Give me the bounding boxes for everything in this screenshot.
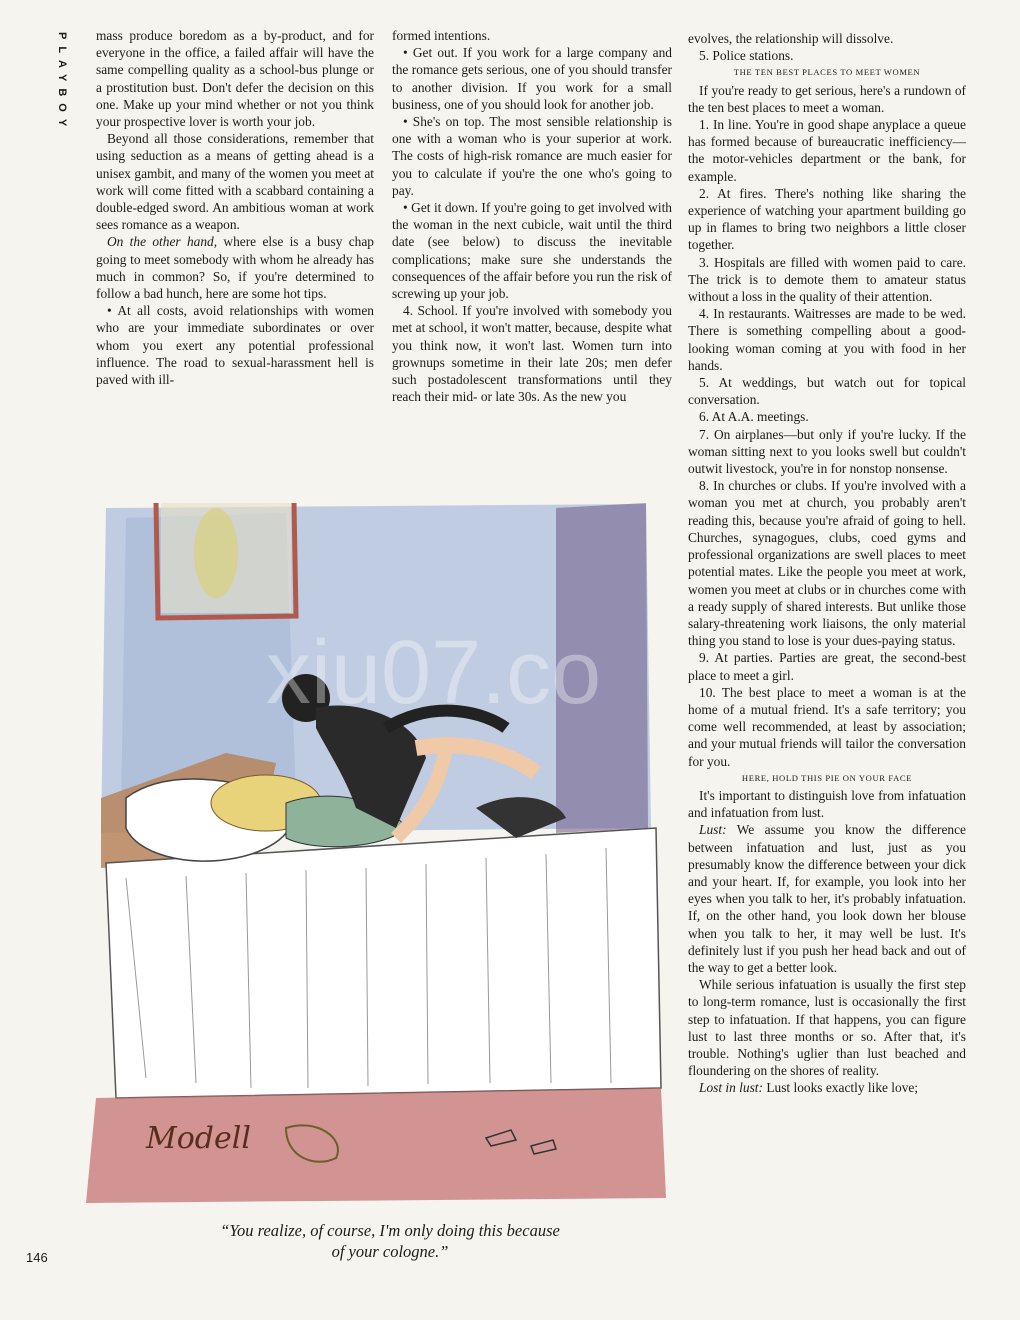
paragraph [96,233,374,302]
paragraph: formed intentions. [392,28,491,43]
paragraph-text: We assume you know the difference between infatuation and lust, just as you presumably know the difference between your dick and your heart. If, for example, you look into her eyes when you talk to her, it's probably infatuation. If, on the other hand, you look down her blouse when you talk to her, it may well be lust. It's definitely lust if you push her head back and out of the way to get a better look. [688,822,966,975]
run-in-lead: Lust: [699,822,727,838]
paragraph: • Get it down. If you're going to get involved with the woman in the next cubicle, wait until the third date (see below) to discuss the inevitable complications; make sure she understands the consequences of the affair before you run the risk of screwing up your job. [392,200,672,302]
magazine-sidebar-label [56,32,70,133]
list-item: 7. On airplanes—but only if you're lucky. If the woman sitting next to you looks swell but couldn't outwit livestock, you're in for nonstop nonsense. [688,426,966,477]
paragraph: It's important to distinguish love from infatuation and infatuation from lust. [688,787,966,821]
artist-signature: Modell [146,1121,251,1156]
paragraph-text: Lust looks exactly like love; [763,1080,919,1096]
paragraph: • She's on top. The most sensible relationship is one with a woman who is your superior at work. The costs of high-risk romance are much easier for you to calculate if you're the one who's going to pay. [392,114,672,198]
paragraph: evolves, the relationship will dissolve. [688,31,894,46]
caption-line: “You realize, of course, I'm only doing this because [220,1221,560,1240]
paragraph: 5. Police stations. [699,48,794,64]
list-item: 6. At A.A. meetings. [699,409,809,425]
paragraph: mass produce boredom as a by-product, and for everyone in the office, a failed affair will have the same compelling quality as a school-bus plunge or a prostitution bust. Don't defer the decision on this one. Make up your mind whether or not you think your prospective lover is worth your job. [96,28,374,130]
list-item: 5. At weddings, but watch out for topical conversation. [688,375,966,408]
list-item: 3. Hospitals are filled with women paid to care. The trick is to demote them to amateur status without a loss in the quality of their attention. [688,254,966,305]
article-column-3 [688,30,966,1097]
list-item: 8. In churches or clubs. If you're involved with a woman you met at church, you probably aren't reading this, because you're afraid of going to hell. Churches, synagogues, clubs, coed gyms and professional organizations are swell places to meet potential mates. Like the people you meet at work, women you meet at clubs or in churches come with a ready supply of shared interests. But unlike those salary-threatening work liaisons, the only material thing you stand to lose is your dues-paying status. [688,478,966,649]
paragraph: While serious infatuation is usually the first step to long-term romance, lust is occasionally the first step to infatuation. If that happens, you can figure lust to last three months or so. After that, it's trouble. Nothing's uglier than lust beached and floundering on the shores of reality. [688,977,966,1079]
paragraph: • At all costs, avoid relationships with women who are your immediate subordinates or over whom you exert any potential professional influence. The road to sexual-harassment hell is paved with ill- [96,303,374,388]
section-heading: THE TEN BEST PLACES TO MEET WOMEN [733,67,921,78]
caption-line: of your cologne.” [331,1242,449,1261]
list-item: 4. In restaurants. Waitresses are made to be wed. There is something compelling about a good-looking woman coming at you with food in her hands. [688,306,966,373]
paragraph [688,1079,966,1096]
article-column-1 [96,27,374,388]
list-item: 9. At parties. Parties are great, the second-best place to meet a girl. [688,650,966,683]
run-in-lead: On the other hand, [107,234,218,250]
page-number: 146 [26,1250,48,1265]
run-in-lead: Lost in lust: [699,1080,763,1096]
list-item: 1. In line. You're in good shape anyplace a queue has formed because of bureaucratic inefficiency—the motor-vehicles department or the bank, for example. [688,117,966,184]
magazine-name: PLAYBOY [56,32,68,134]
cartoon-illustration [86,498,666,1203]
paragraph: Beyond all those considerations, remember that using seduction as a means of getting ahead is a unisex gambit, and many of the women you meet at work will come fitted with a scabbard containing a double-edged sword. An ambitious woman at work sees romance as a weapon. [96,131,374,233]
paragraph-text: where else is a busy chap going to meet somebody with whom he already has much in common? So, if you're determined to follow a bad hunch, here are some hot tips. [96,234,374,302]
list-item: 2. At fires. There's nothing like sharing the experience of watching your apartment building go up in flames to bring two neighbors a little closer together. [688,185,966,253]
paragraph: 4. School. If you're involved with somebody you met at school, it won't matter, because, despite what you think now, it won't last. Women turn into grownups sometime in their late 20s; men defer such postadolescent transformations until they reach their mid- or late 30s. As the new you [392,303,672,405]
paragraph: • Get out. If you work for a large company and the romance gets serious, one of you should transfer to another division. If you work for a small business, one of you should look for another job. [392,45,672,112]
list-item: 10. The best place to meet a woman is at the home of a mutual friend. It's a safe territory; you come well recommended, at least by association; and your mutual friends will tailor the conversation for you. [688,684,966,769]
cartoon-caption [150,1220,630,1262]
section-heading: HERE, HOLD THIS PIE ON YOUR FACE [741,772,913,783]
paragraph: If you're ready to get serious, here's a rundown of the ten best places to meet a woman. [688,82,966,115]
watermark: xiu07.co [266,623,602,723]
paragraph [688,821,966,976]
article-column-2 [392,27,672,405]
